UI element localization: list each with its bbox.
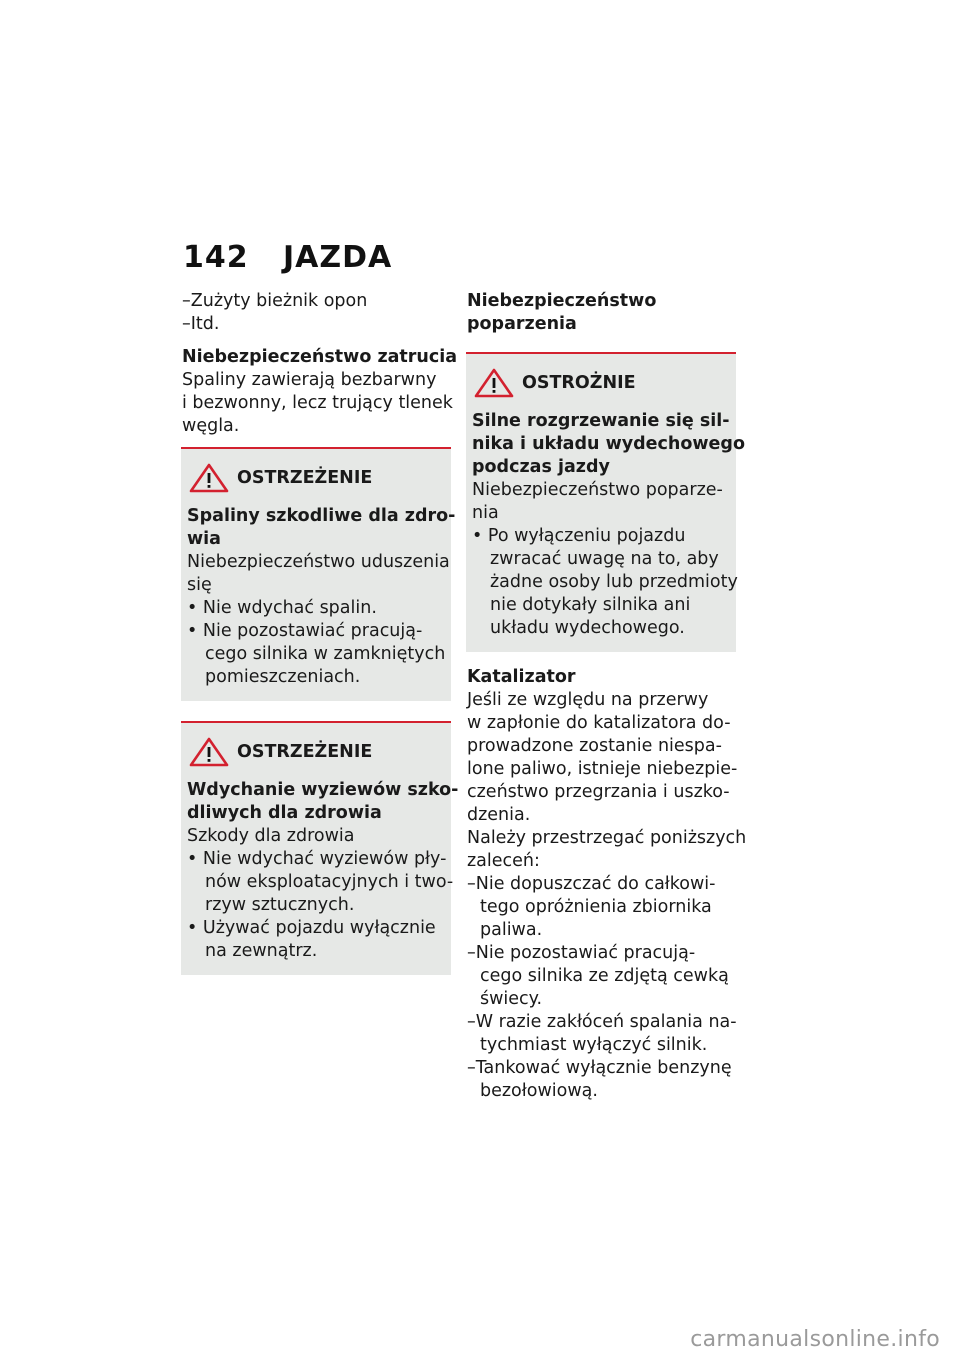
paragraph-line: Spaliny zawierają bezbarwny xyxy=(182,370,437,390)
dash-item: –Tankować wyłącznie benzynę xyxy=(467,1058,732,1078)
warning-text: Niebezpieczeństwo uduszenia xyxy=(187,552,450,572)
warning-triangle-icon xyxy=(470,368,518,398)
paragraph-line: Należy przestrzegać poniższych xyxy=(467,828,747,848)
paragraph-line: zaleceń: xyxy=(467,851,540,871)
warning-title: Spaliny szkodliwe dla zdro- xyxy=(187,506,456,526)
warning-title: Wdychanie wyziewów szko- xyxy=(187,780,459,800)
bullet-item: • Nie pozostawiać pracują- xyxy=(187,621,423,641)
bullet-continuation: żadne osoby lub przedmioty xyxy=(490,572,738,592)
caution-text: nia xyxy=(472,503,499,523)
caution-box-burn xyxy=(466,352,745,652)
paragraph-line: lone paliwo, istnieje niebezpie- xyxy=(467,759,738,779)
warning-triangle-icon xyxy=(185,463,233,493)
caution-label: OSTROŻNIE xyxy=(522,372,636,393)
paragraph-line: w zapłonie do katalizatora do- xyxy=(467,713,731,733)
dash-continuation: świecy. xyxy=(480,989,543,1009)
bullet-continuation: nie dotykały silnika ani xyxy=(490,595,691,615)
watermark: carmanualsonline.info xyxy=(690,1327,940,1352)
warning-label: OSTRZEŻENIE xyxy=(237,467,373,488)
caution-title: nika i układu wydechowego xyxy=(472,434,745,454)
left-column xyxy=(182,290,459,975)
caution-title: Silne rozgrzewanie się sil- xyxy=(472,411,730,431)
bullet-item: • Po wyłączeniu pojazdu xyxy=(472,526,686,546)
paragraph-line: Jeśli ze względu na przerwy xyxy=(467,690,709,710)
warning-title: wia xyxy=(187,529,221,549)
page-header xyxy=(183,240,392,275)
bullet-continuation: na zewnątrz. xyxy=(205,941,318,961)
dash-continuation: cego silnika ze zdjętą cewką xyxy=(480,966,729,986)
dash-continuation: bezołowiową. xyxy=(480,1081,598,1101)
intro-line: –Itd. xyxy=(182,314,220,334)
paragraph-line: czeństwo przegrzania i uszko- xyxy=(467,782,730,802)
bullet-item: • Używać pojazdu wyłącznie xyxy=(187,918,436,938)
page-number: 142 xyxy=(183,240,249,275)
dash-continuation: paliwa. xyxy=(480,920,543,940)
bullet-continuation: układu wydechowego. xyxy=(490,618,685,638)
dash-continuation: tychmiast wyłączyć silnik. xyxy=(480,1035,708,1055)
warning-triangle-icon xyxy=(185,737,233,767)
bullet-continuation: rzyw sztucznych. xyxy=(205,895,355,915)
warning-box-exhaust xyxy=(181,447,456,701)
bullet-item: • Nie wdychać wyziewów pły- xyxy=(187,849,447,869)
heading-burn: poparzenia xyxy=(467,314,577,334)
bullet-continuation: zwracać uwagę na to, aby xyxy=(490,549,719,569)
dash-item: –Nie pozostawiać pracują- xyxy=(467,943,696,963)
warning-label: OSTRZEŻENIE xyxy=(237,741,373,762)
paragraph-line: prowadzone zostanie niespa- xyxy=(467,736,722,756)
warning-text: się xyxy=(187,575,212,595)
intro-line: –Zużyty bieżnik opon xyxy=(182,291,368,311)
dash-continuation: tego opróżnienia zbiornika xyxy=(480,897,712,917)
paragraph-line: dzenia. xyxy=(467,805,531,825)
right-column xyxy=(467,290,747,1103)
warning-text: Szkody dla zdrowia xyxy=(187,826,355,846)
bullet-continuation: pomieszczeniach. xyxy=(205,667,361,687)
bullet-continuation: cego silnika w zamkniętych xyxy=(205,644,446,664)
dash-item: –Nie dopuszczać do całkowi- xyxy=(467,874,716,894)
warning-box-fumes xyxy=(181,721,459,975)
warning-title: dliwych dla zdrowia xyxy=(187,803,382,823)
caution-text: Niebezpieczeństwo poparze- xyxy=(472,480,723,500)
dash-item: –W razie zakłóceń spalania na- xyxy=(467,1012,737,1032)
caution-title: podczas jazdy xyxy=(472,457,610,477)
heading-poisoning: Niebezpieczeństwo zatrucia xyxy=(182,347,458,367)
heading-catalyst: Katalizator xyxy=(467,667,576,687)
heading-burn: Niebezpieczeństwo xyxy=(467,291,657,311)
bullet-item: • Nie wdychać spalin. xyxy=(187,598,377,618)
paragraph-line: węgla. xyxy=(182,416,240,436)
paragraph-line: i bezwonny, lecz trujący tlenek xyxy=(182,393,453,413)
bullet-continuation: nów eksploatacyjnych i two- xyxy=(205,872,454,892)
section-title: JAZDA xyxy=(283,240,393,275)
